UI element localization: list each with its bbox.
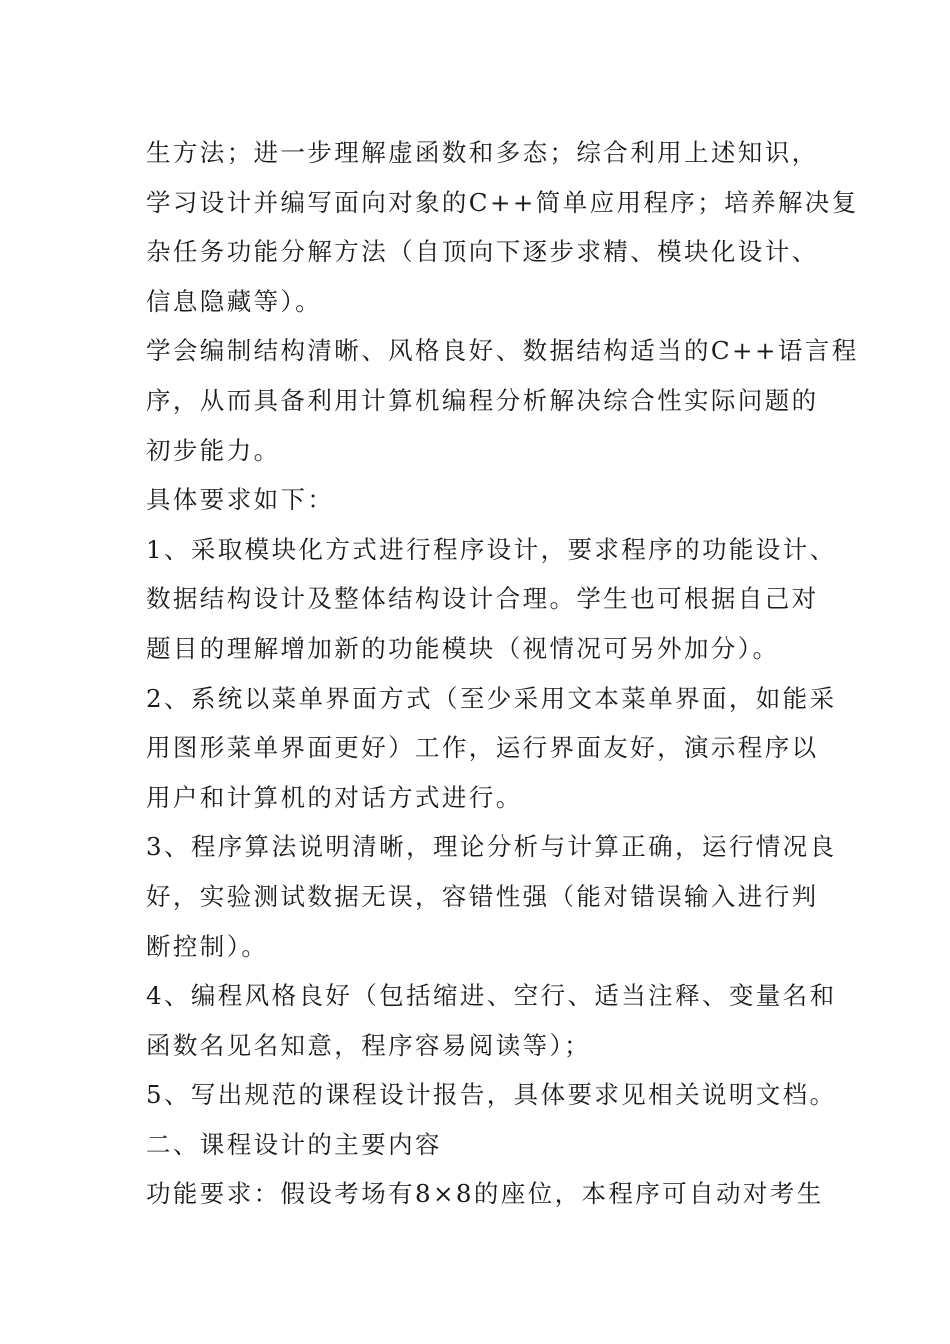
text-line: 5、写出规范的课程设计报告，具体要求见相关说明文档。 (146, 1080, 837, 1110)
text-line: 具体要求如下： (146, 485, 335, 515)
text-line: 用户和计算机的对话方式进行。 (146, 782, 523, 812)
text-line: 数据结构设计及整体结构设计合理。学生也可根据自己对 (146, 584, 819, 614)
text-line: 题目的理解增加新的功能模块（视情况可另外加分）。 (146, 633, 780, 663)
text-line: 2、系统以菜单界面方式（至少采用文本菜单界面，如能采 (146, 683, 837, 713)
text-line: 4、编程风格良好（包括缩进、空行、适当注释、变量名和 (146, 981, 837, 1011)
section-heading: 二、课程设计的主要内容 (146, 1129, 442, 1159)
text-line: 断控制）。 (146, 931, 269, 961)
text-line: 用图形菜单界面更好）工作，运行界面友好，演示程序以 (146, 733, 819, 763)
text-line: 信息隐藏等）。 (146, 286, 323, 316)
text-line: 初步能力。 (146, 435, 281, 465)
text-line: 功能要求：假设考场有8×8的座位，本程序可自动对考生 (146, 1179, 824, 1209)
text-line: 生方法；进一步理解虚函数和多态；综合利用上述知识， (146, 138, 819, 167)
text-line: 好，实验测试数据无误，容错性强（能对错误输入进行判 (146, 881, 819, 911)
text-line: 序，从而具备利用计算机编程分析解决综合性实际问题的 (146, 385, 819, 415)
text-line: 学习设计并编写面向对象的C++简单应用程序；培养解决复 (146, 187, 859, 217)
text-line: 函数名见名知意，程序容易阅读等）； (146, 1030, 592, 1060)
text-line: 学会编制结构清晰、风格良好、数据结构适当的C++语言程 (146, 336, 859, 366)
document-body (146, 128, 859, 1219)
text-line: 1、采取模块化方式进行程序设计，要求程序的功能设计、 (146, 534, 837, 564)
text-line: 3、程序算法说明清晰，理论分析与计算正确，运行情况良 (146, 832, 837, 862)
text-line: 杂任务功能分解方法（自顶向下逐步求精、模块化设计、 (146, 237, 819, 267)
